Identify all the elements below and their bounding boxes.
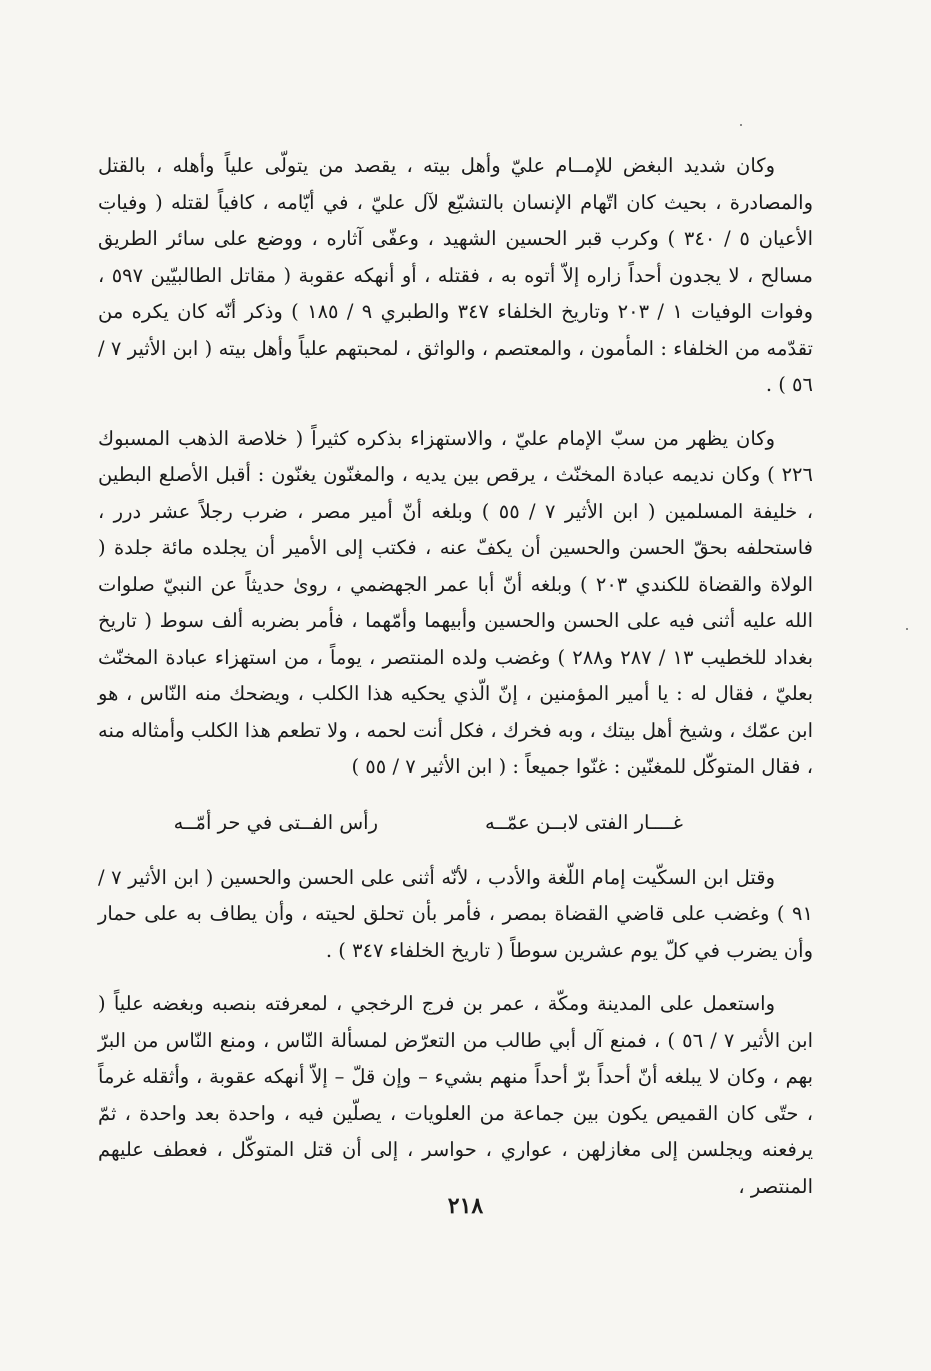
- verse-second-hemistich: رأس الفــتى في حر أمّــه: [173, 810, 378, 834]
- paragraph-1: وكان شديد البغض للإمــام عليّ وأهل بيته ، يقصد من يتولّى علياً وأهله ، بالقتل والمصادرة ، بحيث كان اتّهام الإنسان بالتشيّع لآل عليّ ، في أيّامه ، كافياً لقتله ( وفيات الأعيان ٥ / ٣٤٠ ) وكرب قبر الحسين الشهيد ، وعفّى آثاره ، ووضع على سائر الطريق مسالح ، لا يجدون أحداً زاره إلاّ أتوه به ، فقتله ، أو أنهكه عقوبة ( مقاتل الطالبيّين ٥٩٧ ، وفوات الوفيات ١ / ٢٠٣ وتاريخ الخلفاء ٣٤٧ والطبري ٩ / ١٨٥ ) وذكر أنّه كان يكره من تقدّمه من الخلفاء : المأمون ، والمعتصم ، والواثق ، لمحبتهم علياً وأهل بيته ( ابن الأثير ٧ / ٥٦ ) .: [98, 154, 813, 396]
- poetry-verse: [98, 803, 813, 843]
- ink-speck: [740, 124, 742, 126]
- ink-speck: [906, 628, 908, 630]
- main-text: [98, 148, 813, 1205]
- verse-first-hemistich: غــــار الفتى لابــن عمّــه: [485, 810, 683, 834]
- paragraph-3: وقتل ابن السكّيت إمام اللّغة والأدب ، لأنّه أثنى على الحسن والحسين ( ابن الأثير ٧ / ٩١ ) وغضب على قاضي القضاة بمصر ، فأمر بأن تحلق لحيته ، وأن يطاف به على حمار وأن يضرب في كلّ يوم عشرين سوطاً ( تاريخ الخلفاء ٣٤٧ ) .: [98, 865, 813, 962]
- paragraph-2: وكان يظهر من سبّ الإمام عليّ ، والاستهزاء بذكره كثيراً ( خلاصة الذهب المسبوك ٢٢٦ ) وكان نديمه عبادة المخنّث ، يرقص بين يديه ، والمغنّون يغنّون : أقبل الأصلع البطين ، خليفة المسلمين ( ابن الأثير ٧ / ٥٥ ) وبلغه أنّ أمير مصر ، ضرب رجلاً عشر درر ، فاستحلفه بحقّ الحسن والحسين أن يكفّ عنه ، فكتب إلى الأمير أن يجلده مائة جلدة ( الولاة والقضاة للكندي ٢٠٣ ) وبلغه أنّ أبا عمر الجهضمي ، روىٰ حديثاً عن النبيّ صلوات الله عليه أثنى فيه على الحسن والحسين وأبيهما وأمّهما ، فأمر بضربه ألف سوط ( تاريخ بغداد للخطيب ١٣ / ٢٨٧ و٢٨٨ ) وغضب ولده المنتصر ، يوماً ، من استهزاء عبادة المخنّث بعليّ ، فقال له : يا أمير المؤمنين ، إنّ الّذي يحكيه هذا الكلب ، ويضحك منه النّاس ، هو ابن عمّك ، وشيخ أهل بيتك ، وبه فخرك ، فكل أنت لحمه ، ولا تطعم هذا الكلب وأمثاله منه ، فقال المتوكّل للمغنّين : غنّوا جميعاً : ( ابن الأثير ٧ / ٥٥ ): [98, 426, 814, 778]
- paragraph-4: واستعمل على المدينة ومكّة ، عمر بن فرج الرخجي ، لمعرفته بنصبه وبغضه علياً ( ابن الأثير ٧ / ٥٦ ) ، فمنع آل أبي طالب من التعرّض لمسألة النّاس ، ومنع النّاس من البرّ بهم ، وكان لا يبلغه أنّ أحداً برّ أحداً منهم بشيء – وإن قلّ – إلاّ أنهكه عقوبة ، وأثقله غرماً ، حتّى كان القميص يكون بين جماعة من العلويات ، يصلّين فيه ، واحدة بعد واحدة ، ثمّ يرفعنه ويجلسن إلى مغازلهن ، عواري ، حواسر ، إلى أن قتل المتوكّل ، فعطف عليهم المنتصر ،: [98, 992, 813, 1198]
- page-number: ٢١٨: [447, 1193, 484, 1219]
